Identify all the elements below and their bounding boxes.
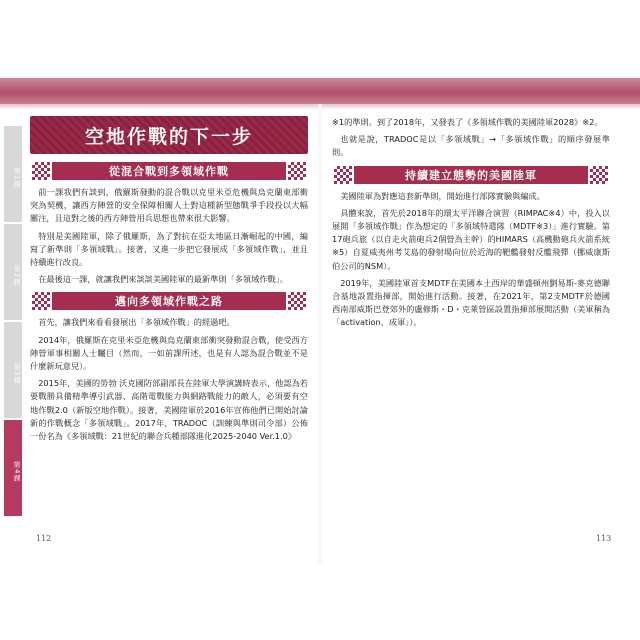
- tab-lesson-2[interactable]: 第2課: [4, 224, 22, 320]
- checker-decoration: [32, 292, 50, 310]
- section-heading-text: 從混合戰到多領域作戰: [109, 165, 229, 178]
- section-heading-us-army-posture: [354, 166, 588, 184]
- right-page: [332, 116, 610, 334]
- paragraph: 2015年，美國的勞勃 沃克國防部副部長在陸軍大學演講時表示，他認為若要戰勝具備精準導引武器、高階電戰能力與網路戰能力的敵人，必須要有空地作戰2.0（新版空地作戰）。接著，美國陸軍於2016年宣佈他們已開始討論新的作戰概念「多領域戰」。2017年，TRADOC（訓練與準則司令部）公佈一份名為《多領域戰：21世紀的聯合兵種部隊進化2025-2040 Ver.1.0》: [30, 378, 308, 442]
- tab-lesson-3[interactable]: 第3課: [4, 322, 22, 418]
- paragraph: 具體來說，首先於2018年的環太平洋聯合演習（RIMPAC※4）中，投入以展開「多領域作戰」作為想定的「多領域特遣隊（MDTF※3）」進行實驗。第17砲兵旅（以自走火箭砲兵2個營為主幹）的HIMARS（高機動砲兵火箭系統※5）自夏威夷州考艾島的發射場向位於近海的靶艦發射反艦飛彈（挪威康斯伯公司的NSM）。: [332, 207, 610, 271]
- tab-lesson-4[interactable]: 第4課: [4, 420, 22, 516]
- paragraph: 美國陸軍為對應這套新準則，開始進行部隊實驗與編成。: [340, 190, 545, 201]
- header-banner: [0, 78, 640, 104]
- section-heading-text: 持續建立態勢的美國陸軍: [405, 168, 537, 182]
- paragraph: 前一課我們有談到，俄羅斯發動的混合戰以克里米亞危機與烏克蘭東部衝突為契機，讓西方陣營的安全保障相關人士對這種新型態戰爭手段投以大幅關注，且這對之後的西方陣營用兵思想也帶來很大影響。: [30, 187, 308, 224]
- page-title: 空地作戰的下一步: [30, 116, 308, 154]
- paragraph: 2014年，俄羅斯在克里米亞危機與烏克蘭東部衝突發動混合戰，使受西方陣營軍事相關人士矚目（然而，一如前課所述，也是有人認為混合戰並不是什麼新玩意兒）。: [30, 334, 308, 372]
- checker-decoration: [32, 162, 50, 180]
- section-heading-text: 邁向多領域作戰之路: [115, 295, 223, 309]
- section-heading-hybrid-to-multidomain: [52, 162, 286, 180]
- paragraph: 也就是說，TRADOC是以「多領域戰」→「多領域作戰」的順序發展準則。: [332, 134, 610, 158]
- paragraph: 在最後這一課，就讓我們來談談美國陸軍的最新準則「多領域作戰」。: [38, 274, 288, 285]
- paragraph: 2019年，美國陸軍首支MDTF在美國本土西岸的華盛頓州劉易斯-麥克德聯合基地設置指揮部，開始進行活動。接著，在2021年，第2支MDTF於德國西南部威斯巴登郊外的盧修斯・D・克萊營區設置指揮部展開活動（美軍稱為「activation，成軍」）。: [332, 277, 610, 328]
- paragraph: 特別是美國陸軍，除了俄羅斯，為了對抗在亞太地區日漸崛起的中國，編寫了新準則「多領域戰」。接著，又進一步把它發展成「多領域作戰」，並且持續進行改良。: [30, 230, 308, 268]
- paragraph: ※1的準則。到了2018年，又發表了《多領域作戰的美國陸軍2028》※2。: [332, 117, 603, 127]
- section-heading-road-to-mdo: [52, 292, 286, 310]
- tab-lesson-1[interactable]: 第1課: [4, 126, 22, 222]
- book-gutter: [318, 104, 322, 564]
- checker-decoration: [334, 166, 352, 184]
- left-page: [30, 116, 308, 447]
- chapter-tabs: [4, 126, 22, 518]
- checker-decoration: [590, 166, 608, 184]
- page-number-right: 113: [596, 534, 612, 543]
- page-number-left: 112: [36, 534, 52, 543]
- checker-decoration: [288, 162, 306, 180]
- checker-decoration: [288, 292, 306, 310]
- paragraph: 首先，讓我們來看看發展出「多領域作戰」的經過吧。: [38, 317, 235, 328]
